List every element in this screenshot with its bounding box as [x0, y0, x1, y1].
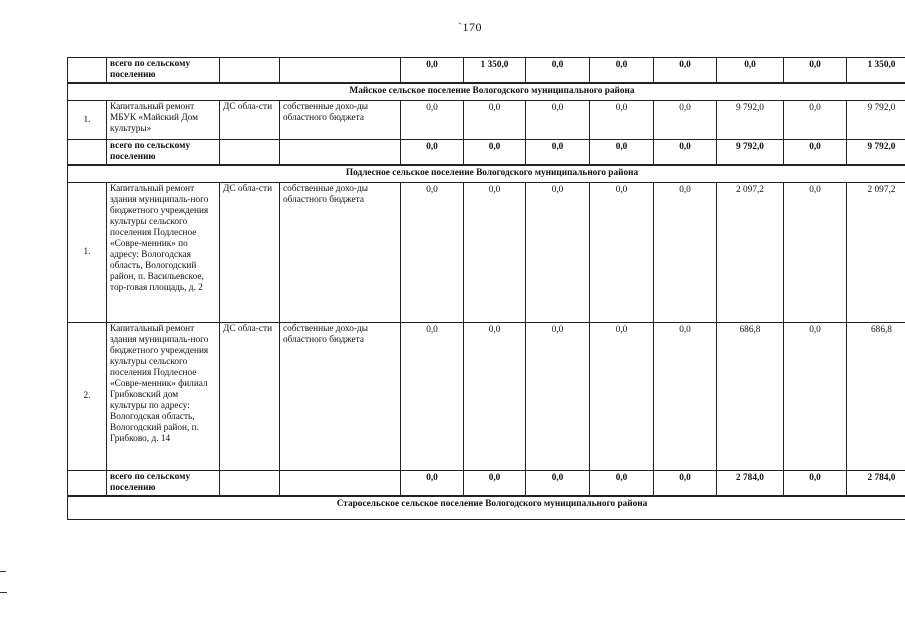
row-source: собственные дохо-ды областного бюджета [280, 183, 401, 323]
row-name: Капитальный ремонт МБУК «Майский Дом культуры» [107, 101, 220, 140]
row-source [280, 140, 401, 166]
value-cell: 2 097,2 [847, 183, 905, 323]
table-row [68, 58, 905, 84]
value-cell: 9 792,0 [847, 140, 905, 166]
value-cell: 9 792,0 [717, 101, 784, 140]
row-index: 1. [68, 183, 107, 323]
row-index: 2. [68, 323, 107, 471]
value-cell: 0,0 [590, 140, 654, 166]
value-cell: 0,0 [464, 471, 526, 497]
value-cell: 0,0 [654, 140, 717, 166]
value-cell: 2 784,0 [847, 471, 905, 497]
row-admin: ДС обла-сти [220, 183, 280, 323]
page-number: `170 [458, 20, 482, 34]
row-index [68, 140, 107, 166]
value-cell: 9 792,0 [847, 101, 905, 140]
value-cell: 0,0 [401, 101, 464, 140]
row-index: 1. [68, 101, 107, 140]
value-cell: 0,0 [464, 140, 526, 166]
row-admin: ДС обла-сти [220, 101, 280, 140]
row-name: всего по сельскому поселению [107, 471, 220, 497]
value-cell: 0,0 [401, 140, 464, 166]
value-cell: 0,0 [590, 323, 654, 471]
row-admin [220, 471, 280, 497]
value-cell: 0,0 [784, 183, 847, 323]
table-row [68, 101, 905, 140]
table-row [68, 183, 905, 323]
row-index [68, 471, 107, 497]
value-cell: 9 792,0 [717, 140, 784, 166]
section-title: Майское сельское поселение Вологодского муниципального района [68, 83, 905, 101]
table-row [68, 323, 905, 471]
value-cell: 0,0 [464, 101, 526, 140]
value-cell: 0,0 [784, 323, 847, 471]
value-cell: 0,0 [401, 58, 464, 84]
row-source: собственные дохо-ды областного бюджета [280, 101, 401, 140]
value-cell: 686,8 [717, 323, 784, 471]
value-cell: 0,0 [526, 471, 590, 497]
row-name: Капитальный ремонт здания муниципаль-ного бюджетного учреждения культуры сельского поселения Подлесное «Совре-менник» по адресу: Вологодская область, Вологодский район, п. Васильевское, тор-говая площадь, д. 2 [107, 183, 220, 323]
value-cell: 0,0 [526, 140, 590, 166]
value-cell: 0,0 [784, 471, 847, 497]
value-cell: 0,0 [464, 323, 526, 471]
value-cell: 0,0 [654, 323, 717, 471]
value-cell: 2 784,0 [717, 471, 784, 497]
value-cell: 0,0 [590, 58, 654, 84]
value-cell: 0,0 [784, 58, 847, 84]
value-cell: 0,0 [590, 471, 654, 497]
row-name: Капитальный ремонт здания муниципаль-ного бюджетного учреждения культуры сельского поселения Подлесное «Совре-менник» филиал Грибковский дом культуры по адресу: Вологодская область, Вологодский район, п. Грибково, д. 14 [107, 323, 220, 471]
value-cell: 686,8 [847, 323, 905, 471]
section-header-row [68, 496, 905, 519]
row-source [280, 58, 401, 84]
row-name: всего по сельскому поселению [107, 140, 220, 166]
value-cell: 0,0 [654, 58, 717, 84]
value-cell: 0,0 [526, 101, 590, 140]
value-cell: 0,0 [401, 471, 464, 497]
section-title: Подлесное сельское поселение Вологодского муниципального района [68, 165, 905, 183]
value-cell: 0,0 [654, 471, 717, 497]
value-cell: 0,0 [401, 183, 464, 323]
row-admin [220, 58, 280, 84]
table-row [68, 140, 905, 166]
value-cell: 1 350,0 [464, 58, 526, 84]
row-admin [220, 140, 280, 166]
value-cell: 0,0 [464, 183, 526, 323]
section-header-row [68, 83, 905, 101]
section-title: Старосельское сельское поселение Вологодского муниципального района [68, 496, 905, 519]
row-index [68, 58, 107, 84]
value-cell: 0,0 [526, 323, 590, 471]
value-cell: 0,0 [784, 140, 847, 166]
value-cell: 0,0 [590, 183, 654, 323]
value-cell: 0,0 [590, 101, 654, 140]
row-admin: ДС обла-сти [220, 323, 280, 471]
margin-tick-mark [0, 571, 6, 572]
value-cell: 0,0 [526, 58, 590, 84]
row-source: собственные дохо-ды областного бюджета [280, 323, 401, 471]
value-cell: 0,0 [526, 183, 590, 323]
margin-tick-mark [0, 592, 7, 593]
value-cell: 2 097,2 [717, 183, 784, 323]
row-name: всего по сельскому поселению [107, 58, 220, 84]
value-cell: 0,0 [654, 101, 717, 140]
value-cell: 0,0 [784, 101, 847, 140]
section-header-row [68, 165, 905, 183]
row-source [280, 471, 401, 497]
value-cell: 0,0 [717, 58, 784, 84]
table-row [68, 471, 905, 497]
value-cell: 0,0 [654, 183, 717, 323]
budget-table [67, 57, 905, 520]
value-cell: 1 350,0 [847, 58, 905, 84]
value-cell: 0,0 [401, 323, 464, 471]
